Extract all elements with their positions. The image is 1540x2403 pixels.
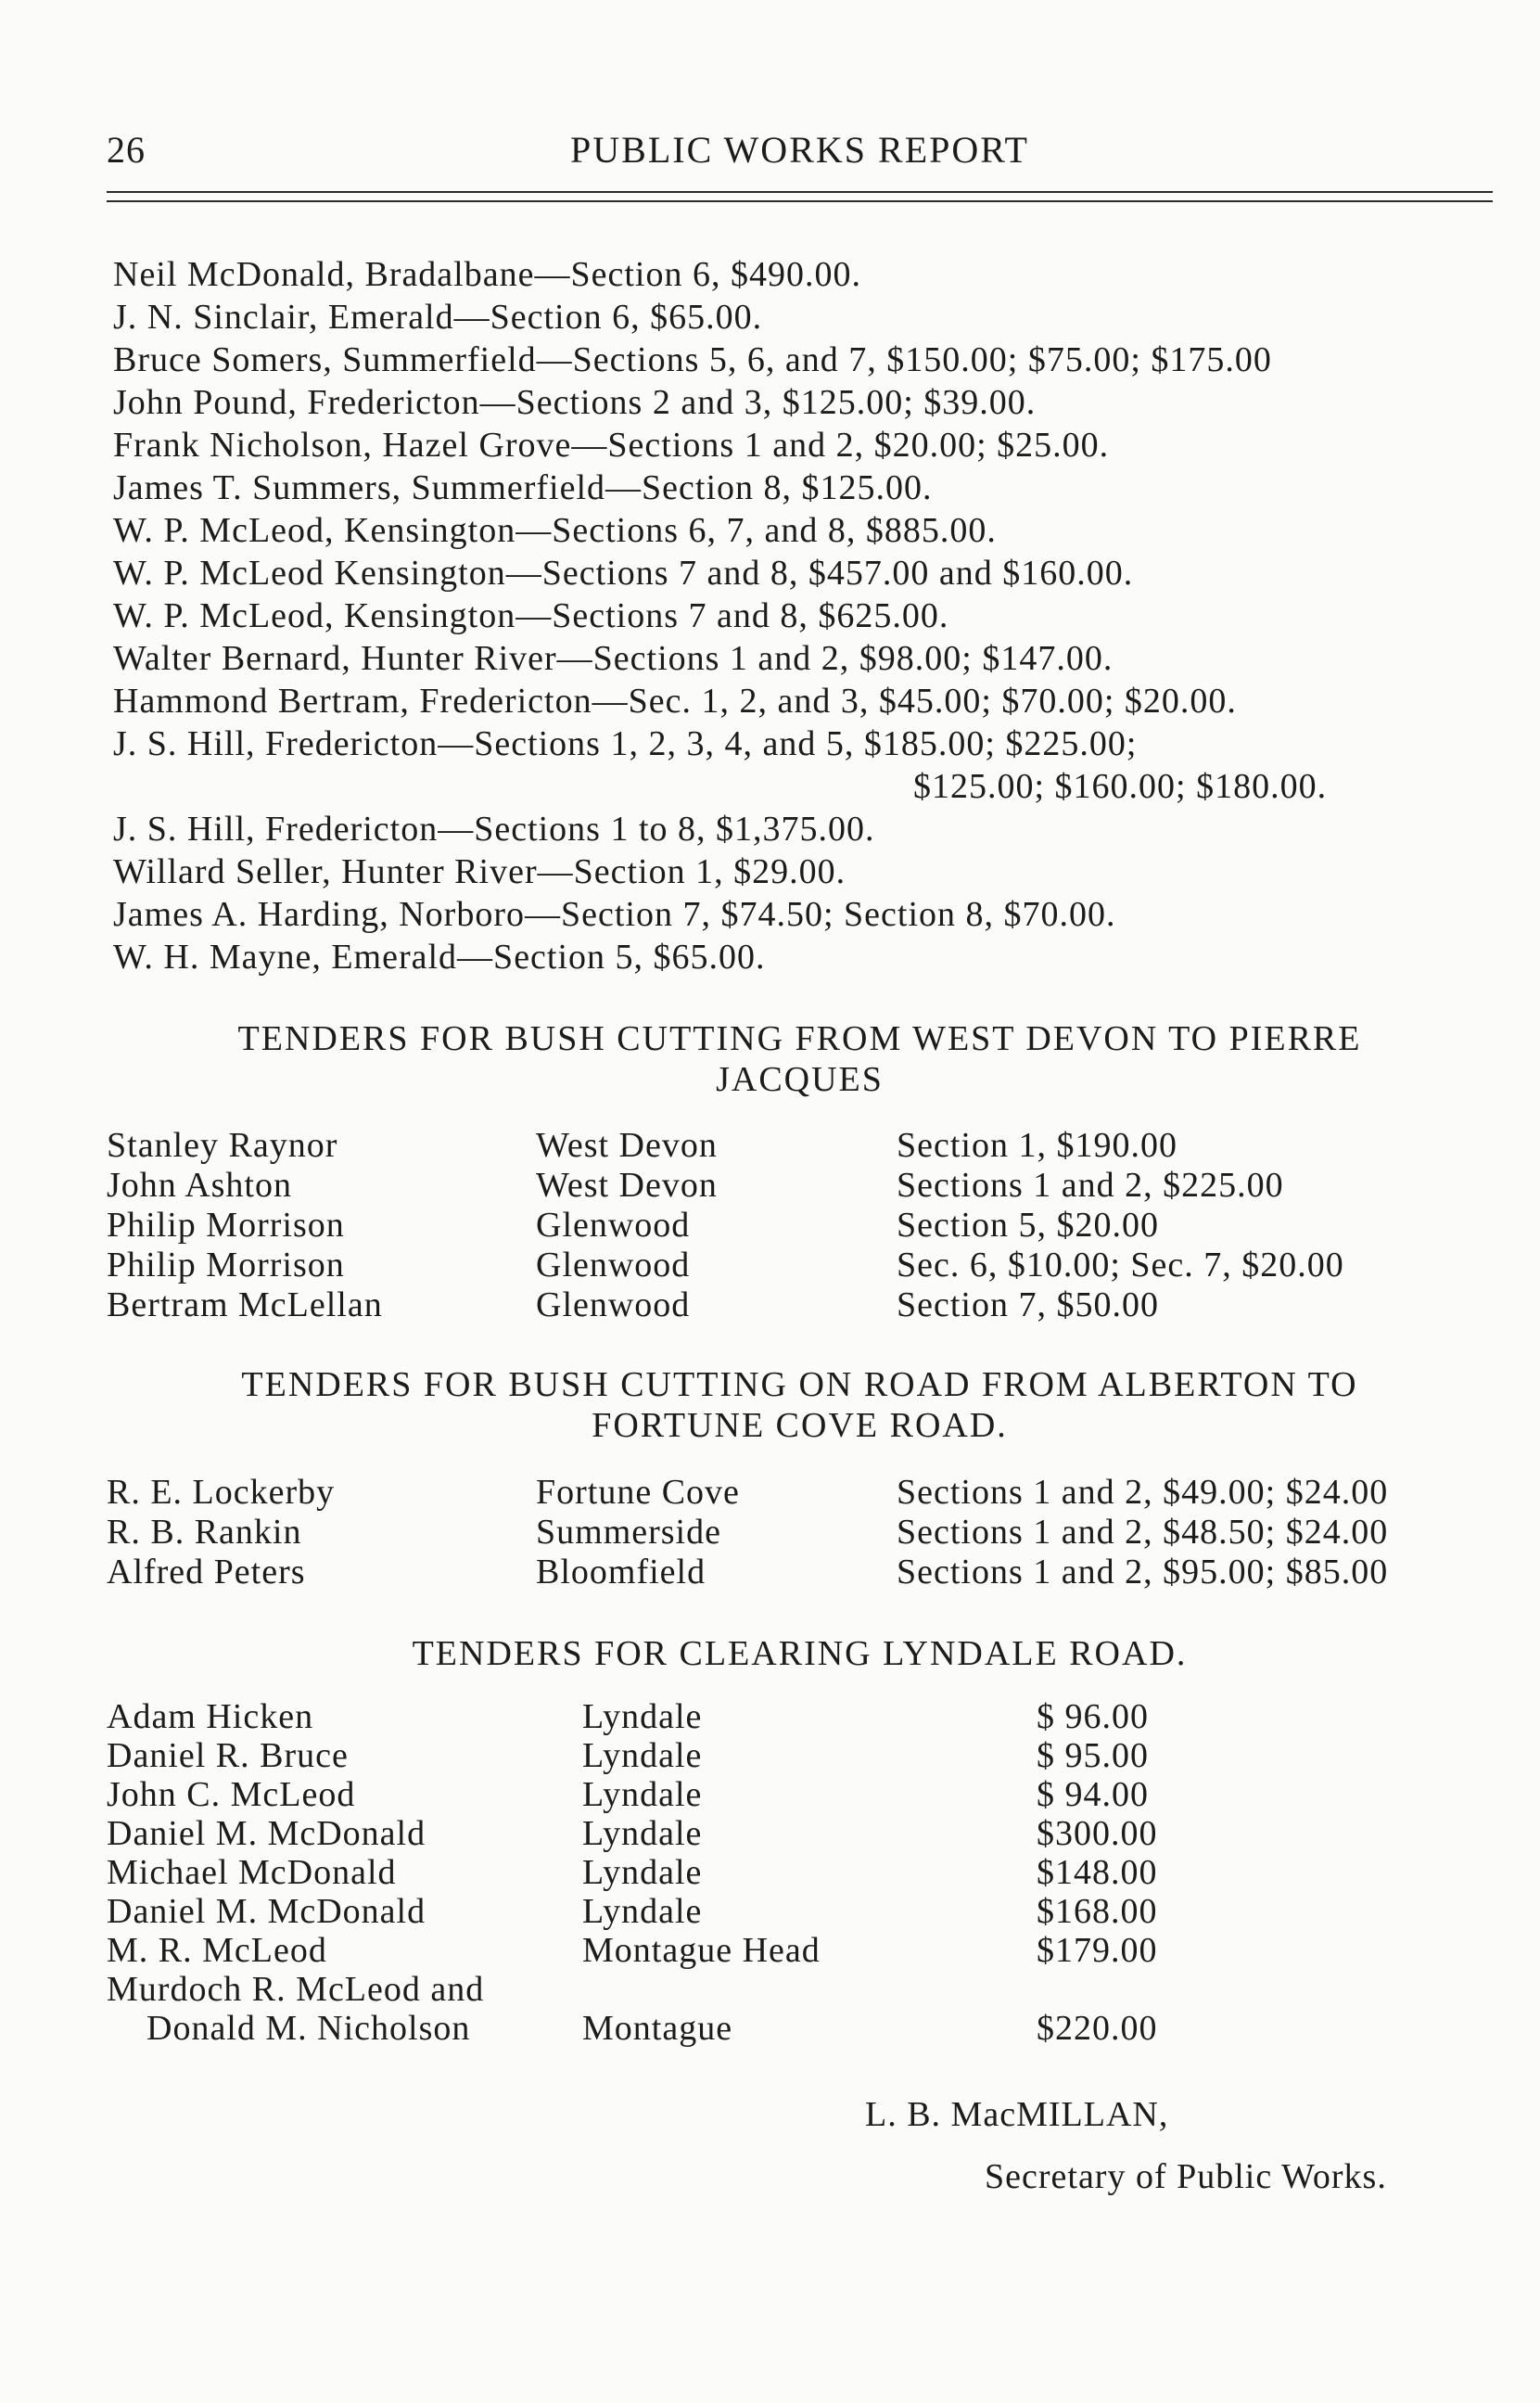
tender-place: Lyndale [582,1892,703,1931]
tender-name: Alfred Peters [107,1553,306,1591]
tender-place: Lyndale [582,1853,703,1892]
tender-entry: Willard Seller, Hunter River—Section 1, $29.00. [113,852,846,891]
tender-place: Montague [582,2009,733,2048]
page-number: 26 [107,129,146,171]
tender-detail: Section 1, $190.00 [897,1126,1177,1165]
tender-amount: $ 94.00 [1037,1775,1149,1814]
tender-place: Glenwood [536,1285,691,1324]
tender-name: Murdoch R. McLeod and [107,1970,485,2009]
tender-name: Daniel M. McDonald [107,1814,426,1853]
tender-amount: $179.00 [1037,1931,1158,1970]
tender-name: Donald M. Nicholson [146,2009,471,2048]
section-heading-alberton: FORTUNE COVE ROAD. [592,1406,1008,1445]
tender-name: John Ashton [107,1166,292,1205]
tender-amount: $148.00 [1037,1853,1158,1892]
tender-entry: Bruce Somers, Summerfield—Sections 5, 6, and 7, $150.00; $75.00; $175.00 [113,340,1272,379]
tender-name: Daniel R. Bruce [107,1736,349,1775]
tender-name: R. B. Rankin [107,1513,302,1552]
tender-place: Fortune Cove [536,1473,740,1512]
tender-amount: $300.00 [1037,1814,1158,1853]
tender-detail: Section 7, $50.00 [897,1285,1159,1324]
tender-entry: W. P. McLeod, Kensington—Sections 6, 7, and 8, $885.00. [113,511,997,550]
header-rule [107,200,1493,202]
tender-entry: J. S. Hill, Fredericton—Sections 1 to 8, $1,375.00. [113,810,875,849]
signature-name: L. B. MacMILLAN, [865,2095,1169,2134]
tender-name: Daniel M. McDonald [107,1892,426,1931]
section-heading-west-devon: TENDERS FOR BUSH CUTTING FROM WEST DEVON TO PIERRE [237,1019,1362,1058]
tender-place: Lyndale [582,1697,703,1736]
tender-place: West Devon [536,1166,718,1205]
tender-name: R. E. Lockerby [107,1473,336,1512]
tender-name: Stanley Raynor [107,1126,338,1165]
tender-entry: W. P. McLeod, Kensington—Sections 7 and 8, $625.00. [113,596,949,635]
tender-detail: Section 5, $20.00 [897,1206,1159,1245]
header-rule [107,191,1493,193]
tender-entry: J. N. Sinclair, Emerald—Section 6, $65.00. [113,298,763,337]
tender-name: Adam Hicken [107,1697,314,1736]
tender-place: Lyndale [582,1775,703,1814]
tender-detail: Sections 1 and 2, $49.00; $24.00 [897,1473,1389,1512]
tender-amount: $ 96.00 [1037,1697,1149,1736]
tender-entry: Frank Nicholson, Hazel Grove—Sections 1 and 2, $20.00; $25.00. [113,426,1110,465]
section-heading-west-devon: JACQUES [716,1060,884,1099]
tender-entry: John Pound, Fredericton—Sections 2 and 3, $125.00; $39.00. [113,383,1037,422]
signature-title: Secretary of Public Works. [985,2157,1387,2196]
tender-place: West Devon [536,1126,718,1165]
section-heading-lyndale: TENDERS FOR CLEARING LYNDALE ROAD. [412,1634,1188,1673]
tender-place: Bloomfield [536,1553,706,1591]
tender-place: Summerside [536,1513,721,1552]
section-heading-alberton: TENDERS FOR BUSH CUTTING ON ROAD FROM ALBERTON TO [241,1365,1358,1404]
tender-detail: Sec. 6, $10.00; Sec. 7, $20.00 [897,1246,1344,1285]
tender-name: Philip Morrison [107,1206,345,1245]
page-header [107,128,1493,174]
page-title: PUBLIC WORKS REPORT [570,129,1029,171]
tender-entry: Hammond Bertram, Fredericton—Sec. 1, 2, and 3, $45.00; $70.00; $20.00. [113,682,1237,721]
tender-place: Lyndale [582,1736,703,1775]
tender-entry: J. S. Hill, Fredericton—Sections 1, 2, 3, 4, and 5, $185.00; $225.00; [113,724,1138,763]
tender-amount: $220.00 [1037,2009,1158,2048]
tender-place: Glenwood [536,1246,691,1285]
tender-entry: W. H. Mayne, Emerald—Section 5, $65.00. [113,938,766,977]
tender-place: Montague Head [582,1931,821,1970]
tender-place: Glenwood [536,1206,691,1245]
tender-entry: James T. Summers, Summerfield—Section 8, $125.00. [113,468,933,507]
tender-name: M. R. McLeod [107,1931,327,1970]
tender-entry: Walter Bernard, Hunter River—Sections 1 and 2, $98.00; $147.00. [113,639,1114,678]
tender-place: Lyndale [582,1814,703,1853]
tender-detail: Sections 1 and 2, $95.00; $85.00 [897,1553,1389,1591]
tender-name: John C. McLeod [107,1775,356,1814]
tender-entry: Neil McDonald, Bradalbane—Section 6, $490.00. [113,255,861,294]
tender-amount: $ 95.00 [1037,1736,1149,1775]
tender-name: Michael McDonald [107,1853,397,1892]
tender-amount: $168.00 [1037,1892,1158,1931]
tender-name: Bertram McLellan [107,1285,383,1324]
tender-name: Philip Morrison [107,1246,345,1285]
tender-detail: Sections 1 and 2, $225.00 [897,1166,1284,1205]
tender-entry: James A. Harding, Norboro—Section 7, $74.50; Section 8, $70.00. [113,895,1116,934]
tender-detail: Sections 1 and 2, $48.50; $24.00 [897,1513,1389,1552]
tender-entry-continuation: $125.00; $160.00; $180.00. [913,767,1328,806]
tender-entry: W. P. McLeod Kensington—Sections 7 and 8, $457.00 and $160.00. [113,554,1134,593]
